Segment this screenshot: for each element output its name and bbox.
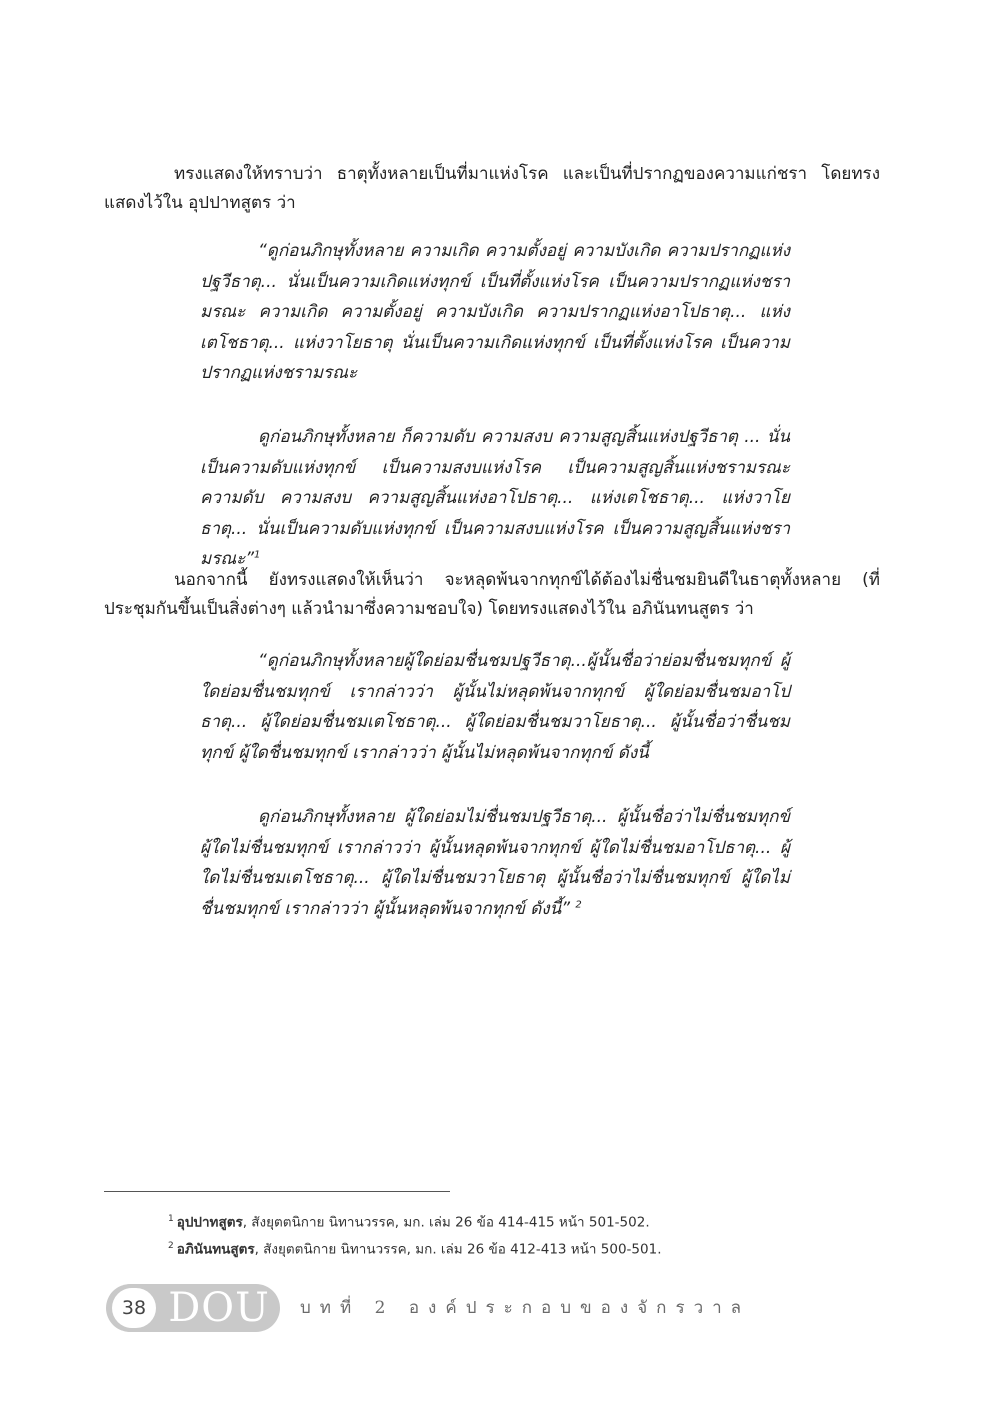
footnote-2-number: 2 xyxy=(168,1240,174,1251)
footnote-ref-2: 2 xyxy=(575,898,582,910)
quote-abhinandana-1: “ดูก่อนภิกษุทั้งหลายผู้ใดย่อมชื่นชมปฐวีธาตุ...ผู้นั้นชื่อว่าย่อมชื่นชมทุกข์ ผู้ใดย่อมชื่นชมทุกข์ เรากล่าวว่า ผู้นั้นไม่หลุดพ้นจากทุกข์ ผู้ใดย่อมชื่นชมอาโปธาตุ... ผู้ใดย่อมชื่นชมเตโชธาตุ... ผู้ใดย่อมชื่นชมวาโยธาตุ... ผู้นั้นชื่อว่าชื่นชมทุกข์ ผู้ใดชื่นชมทุกข์ เรากล่าวว่า ผู้นั้นไม่หลุดพ้นจากทุกข์ ดังนี้ xyxy=(200,651,790,763)
dou-logo: DOU xyxy=(168,1285,270,1331)
footnote-2 xyxy=(168,1235,888,1262)
footnote-1 xyxy=(168,1208,888,1235)
page-number: 38 xyxy=(112,1288,156,1328)
body-paragraph-1: ทรงแสดงให้ทราบว่า ธาตุทั้งหลายเป็นที่มาแห่งโรค และเป็นที่ปรากฏของความแก่ชรา โดยทรงแสดงไว้ใน อุปปาทสูตร ว่า xyxy=(104,164,880,213)
quote-abhinandana-2 xyxy=(200,802,790,924)
footnote-2-title: อภินันทนสูตร xyxy=(176,1241,255,1257)
footnote-1-text: , สังยุตตนิกาย นิทานวรรค, มก. เล่ม 26 ข้อ 414-415 หน้า 501-502. xyxy=(242,1214,650,1231)
quote-uppada-2 xyxy=(200,422,790,575)
footnotes xyxy=(168,1208,888,1261)
footnote-ref-1: 1 xyxy=(254,549,261,561)
chapter-title: บทที่ 2 องค์ประกอบของจักรวาล xyxy=(300,1298,751,1318)
footnote-1-title: อุปปาทสูตร xyxy=(176,1214,243,1231)
body-paragraph-2: นอกจากนี้ ยังทรงแสดงให้เห็นว่า จะหลุดพ้นจากทุกข์ได้ต้องไม่ชื่นชมยินดีในธาตุทั้งหลาย (ที่ประชุมกันขึ้นเป็นสิ่งต่างๆ แล้วนำมาซึ่งความชอบใจ) โดยทรงแสดงไว้ใน อภินันทนสูตร ว่า xyxy=(104,570,880,619)
quote-uppada-2-text: ดูก่อนภิกษุทั้งหลาย ก็ความดับ ความสงบ ความสูญสิ้นแห่งปฐวีธาตุ ... นั่นเป็นความดับแห่งทุกข์ เป็นความสงบแห่งโรค เป็นความสูญสิ้นแห่งชรามรณะ ความดับ ความสงบ ความสูญสิ้นแห่งอาโปธาตุ... แห่งเตโชธาตุ... แห่งวาโยธาตุ... นั่นเป็นความดับแห่งทุกข์ เป็นความสงบแห่งโรค เป็นความสูญสิ้นแห่งชรามรณะ” xyxy=(200,427,790,569)
footnote-divider xyxy=(104,1191,450,1192)
footnote-2-text: , สังยุตตนิกาย นิทานวรรค, มก. เล่ม 26 ข้อ 412-413 หน้า 500-501. xyxy=(254,1241,662,1257)
quote-abhinandana-2-text: ดูก่อนภิกษุทั้งหลาย ผู้ใดย่อมไม่ชื่นชมปฐวีธาตุ... ผู้นั้นชื่อว่าไม่ชื่นชมทุกข์ ผู้ใดไม่ชื่นชมทุกข์ เรากล่าวว่า ผู้นั้นหลุดพ้นจากทุกข์ ผู้ใดไม่ชื่นชมอาโปธาตุ... ผู้ใดไม่ชื่นชมเตโชธาตุ... ผู้ใดไม่ชื่นชมวาโยธาตุ ผู้นั้นชื่อว่าไม่ชื่นชมทุกข์ ผู้ใดไม่ชื่นชมทุกข์ เรากล่าวว่า ผู้นั้นหลุดพ้นจากทุกข์ ดังนี้” xyxy=(200,807,790,919)
footnote-1-number: 1 xyxy=(168,1214,174,1224)
quote-uppada-1: “ดูก่อนภิกษุทั้งหลาย ความเกิด ความตั้งอยู่ ความบังเกิด ความปรากฏแห่งปฐวีธาตุ... นั่นเป็นความเกิดแห่งทุกข์ เป็นที่ตั้งแห่งโรค เป็นความปรากฏแห่งชรามรณะ ความเกิด ความตั้งอยู่ ความบังเกิด ความปรากฏแห่งอาโปธาตุ... แห่งเตโชธาตุ... แห่งวาโยธาตุ นั่นเป็นความเกิดแห่งทุกข์ เป็นที่ตั้งแห่งโรค เป็นความปรากฏแห่งชรามรณะ xyxy=(200,241,790,383)
